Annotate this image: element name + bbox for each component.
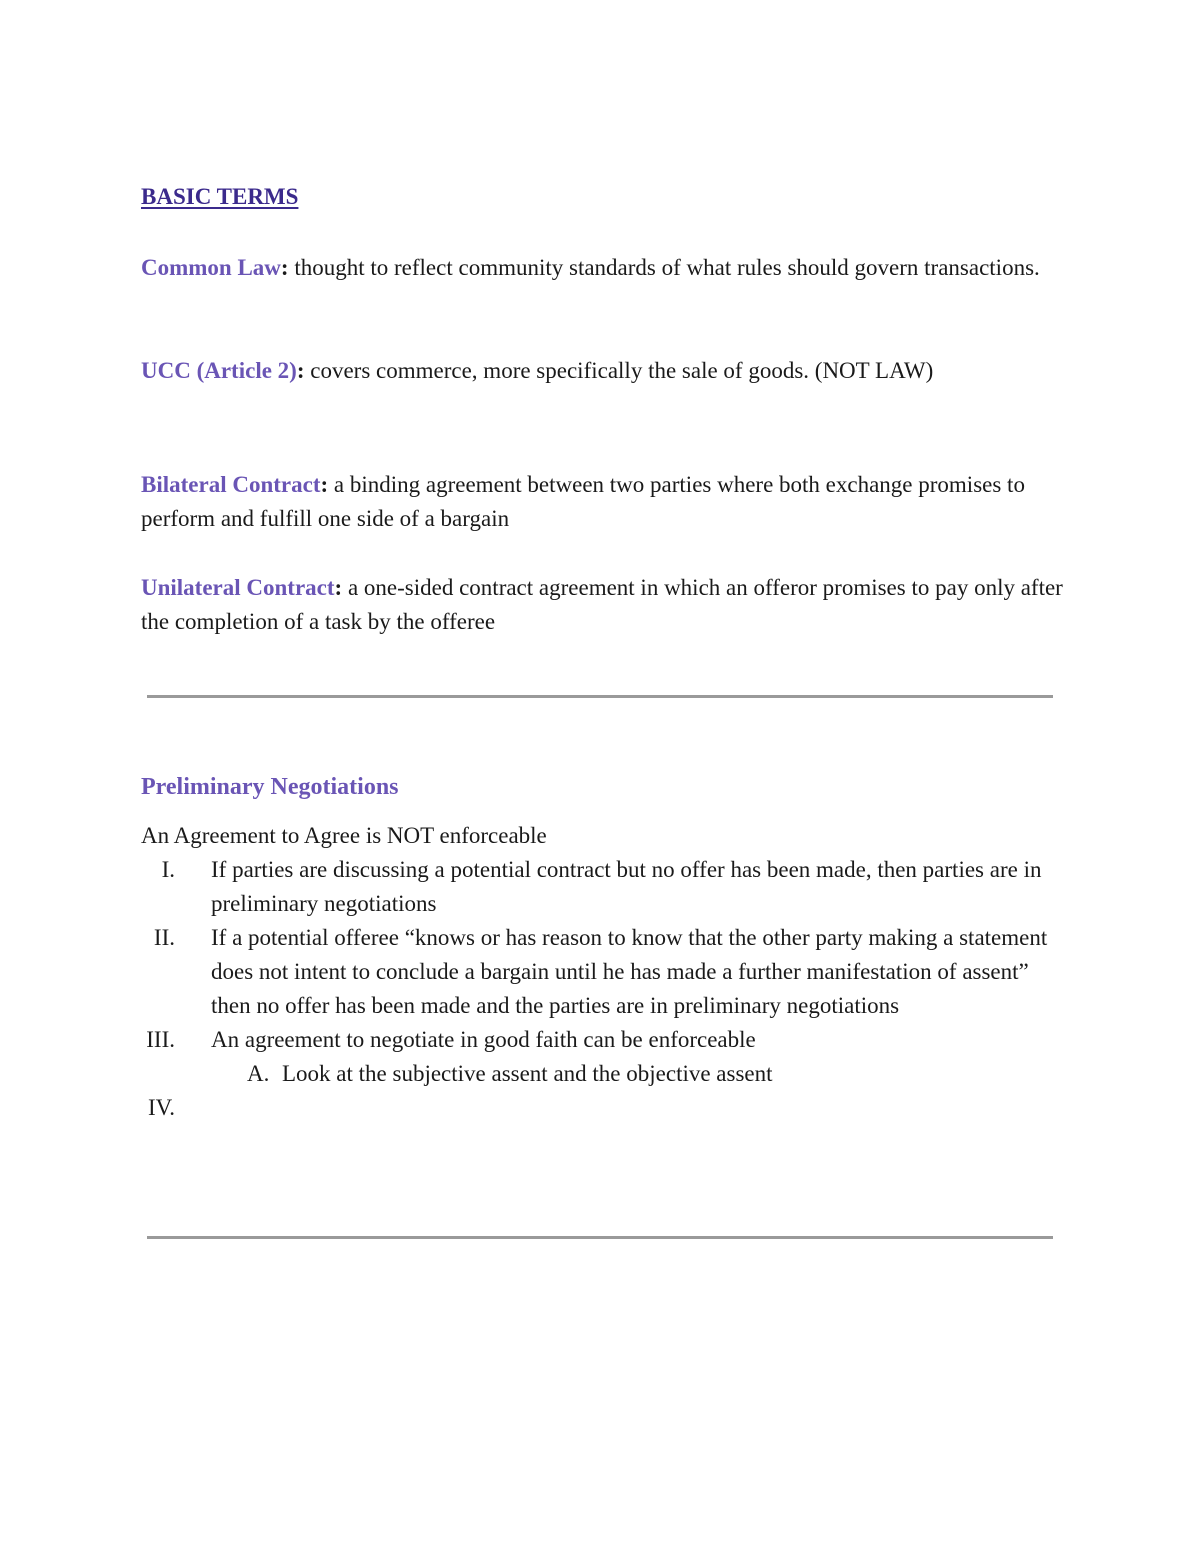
outline-numeral: I. <box>161 857 175 882</box>
basic-terms-heading: BASIC TERMS <box>141 184 299 209</box>
definition-bilateral-contract <box>141 468 1071 536</box>
horizontal-divider <box>147 1236 1053 1239</box>
outline-text: If a potential offeree “knows or has reason to know that the other party making a statement does not intent to conclude a bargain until he has made a further manifestation of assent” then no offer has been made and the parties are in preliminary negotiations <box>211 925 1048 1018</box>
outline-text <box>211 1091 1051 1125</box>
definition-colon: : <box>296 358 305 383</box>
definition-term: Common Law <box>141 255 281 280</box>
definition-colon: : <box>320 472 329 497</box>
outline-text: If parties are discussing a potential contract but no offer has been made, then parties are in preliminary negotiations <box>211 857 1042 916</box>
definition-colon: : <box>280 255 289 280</box>
definition-term: Unilateral Contract <box>141 575 335 600</box>
outline-sub-item <box>0 1057 1200 1091</box>
definition-text: a one-sided contract agreement in which an offeror promises to pay only after the completion of a task by the offeree <box>141 575 1063 634</box>
horizontal-divider <box>147 695 1053 698</box>
outline-item <box>0 1091 1200 1125</box>
outline-numeral: II. <box>153 925 175 950</box>
definition-text: a binding agreement between two parties where both exchange promises to perform and fulfill one side of a bargain <box>141 472 1025 531</box>
definition-colon: : <box>334 575 343 600</box>
definition-unilateral-contract <box>141 571 1071 639</box>
definition-ucc <box>141 354 1071 388</box>
outline-sub-letter: A. <box>247 1061 270 1086</box>
preliminary-negotiations-title: Preliminary Negotiations <box>141 774 399 800</box>
outline-numeral: IV. <box>147 1095 175 1120</box>
outline-numeral: III. <box>146 1027 175 1052</box>
definition-text: covers commerce, more specifically the sale of goods. (NOT LAW) <box>304 358 934 383</box>
definition-common-law <box>141 251 1071 285</box>
definition-text: thought to reflect community standards of what rules should govern transactions. <box>288 255 1040 280</box>
preliminary-outline-list <box>0 853 1200 1125</box>
preliminary-intro: An Agreement to Agree is NOT enforceable <box>141 823 547 848</box>
definition-term: UCC (Article 2) <box>141 358 297 383</box>
outline-item <box>0 853 1200 921</box>
outline-item <box>0 1023 1200 1057</box>
outline-item <box>0 921 1200 1023</box>
definition-term: Bilateral Contract <box>141 472 321 497</box>
outline-sub-text: Look at the subjective assent and the objective assent <box>282 1061 773 1086</box>
outline-text: An agreement to negotiate in good faith can be enforceable <box>211 1027 756 1052</box>
